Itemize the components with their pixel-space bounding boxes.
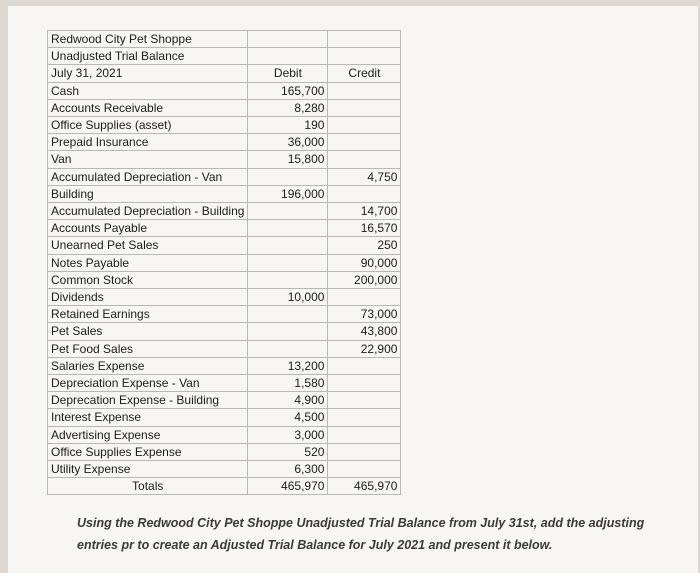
debit-cell: 36,000 bbox=[248, 134, 328, 151]
subtitle-row bbox=[48, 48, 401, 65]
debit-cell bbox=[248, 254, 328, 271]
debit-cell: 8,280 bbox=[248, 99, 328, 116]
debit-cell: 196,000 bbox=[248, 185, 328, 202]
account-name: Accounts Payable bbox=[48, 220, 248, 237]
table-row bbox=[48, 426, 401, 443]
header-row bbox=[48, 65, 401, 82]
table-row bbox=[48, 357, 401, 374]
debit-cell: 3,000 bbox=[248, 426, 328, 443]
account-name: Interest Expense bbox=[48, 409, 248, 426]
credit-cell bbox=[328, 82, 401, 99]
credit-cell bbox=[328, 357, 401, 374]
account-name: Depreciation Expense - Van bbox=[48, 375, 248, 392]
account-name: Retained Earnings bbox=[48, 306, 248, 323]
debit-cell bbox=[248, 340, 328, 357]
table-row bbox=[48, 375, 401, 392]
credit-cell: 250 bbox=[328, 237, 401, 254]
account-name: Utility Expense bbox=[48, 461, 248, 478]
credit-cell: 90,000 bbox=[328, 254, 401, 271]
table-row bbox=[48, 461, 401, 478]
credit-cell: 73,000 bbox=[328, 306, 401, 323]
title-row bbox=[48, 31, 401, 48]
credit-cell bbox=[328, 426, 401, 443]
credit-header: Credit bbox=[328, 65, 401, 82]
report-title: Unadjusted Trial Balance bbox=[48, 48, 248, 65]
debit-cell: 4,500 bbox=[248, 409, 328, 426]
table-row bbox=[48, 134, 401, 151]
debit-cell bbox=[248, 237, 328, 254]
credit-cell: 16,570 bbox=[328, 220, 401, 237]
credit-cell bbox=[328, 461, 401, 478]
account-name: Accumulated Depreciation - Building bbox=[48, 203, 248, 220]
totals-credit: 465,970 bbox=[328, 478, 401, 495]
table-row bbox=[48, 203, 401, 220]
debit-cell bbox=[248, 168, 328, 185]
account-name: Office Supplies (asset) bbox=[48, 117, 248, 134]
table-row bbox=[48, 82, 401, 99]
credit-cell bbox=[328, 392, 401, 409]
debit-cell: 190 bbox=[248, 117, 328, 134]
totals-debit: 465,970 bbox=[248, 478, 328, 495]
debit-cell: 10,000 bbox=[248, 289, 328, 306]
account-name: Prepaid Insurance bbox=[48, 134, 248, 151]
account-name: Deprecation Expense - Building bbox=[48, 392, 248, 409]
table-row bbox=[48, 289, 401, 306]
debit-cell bbox=[248, 271, 328, 288]
credit-cell bbox=[328, 99, 401, 116]
trial-balance-table bbox=[47, 30, 401, 495]
credit-cell: 43,800 bbox=[328, 323, 401, 340]
credit-cell: 200,000 bbox=[328, 271, 401, 288]
debit-cell: 165,700 bbox=[248, 82, 328, 99]
table-row bbox=[48, 392, 401, 409]
debit-cell: 15,800 bbox=[248, 151, 328, 168]
table-row bbox=[48, 443, 401, 460]
account-name: Building bbox=[48, 185, 248, 202]
debit-cell: 520 bbox=[248, 443, 328, 460]
table-row bbox=[48, 254, 401, 271]
account-name: Unearned Pet Sales bbox=[48, 237, 248, 254]
credit-cell bbox=[328, 185, 401, 202]
totals-row bbox=[48, 478, 401, 495]
debit-cell: 6,300 bbox=[248, 461, 328, 478]
table-row bbox=[48, 99, 401, 116]
account-name: Pet Sales bbox=[48, 323, 248, 340]
table-row bbox=[48, 117, 401, 134]
report-date: July 31, 2021 bbox=[48, 65, 248, 82]
account-name: Notes Payable bbox=[48, 254, 248, 271]
credit-cell bbox=[328, 375, 401, 392]
debit-cell bbox=[248, 220, 328, 237]
credit-cell bbox=[328, 151, 401, 168]
table-row bbox=[48, 306, 401, 323]
credit-cell bbox=[328, 289, 401, 306]
credit-cell: 22,900 bbox=[328, 340, 401, 357]
company-name: Redwood City Pet Shoppe bbox=[48, 31, 248, 48]
debit-header: Debit bbox=[248, 65, 328, 82]
table-row bbox=[48, 409, 401, 426]
credit-cell: 4,750 bbox=[328, 168, 401, 185]
table-row bbox=[48, 151, 401, 168]
table-row bbox=[48, 323, 401, 340]
account-name: Advertising Expense bbox=[48, 426, 248, 443]
account-name: Dividends bbox=[48, 289, 248, 306]
debit-cell bbox=[248, 203, 328, 220]
account-name: Common Stock bbox=[48, 271, 248, 288]
credit-cell bbox=[328, 409, 401, 426]
account-name: Salaries Expense bbox=[48, 357, 248, 374]
table-row bbox=[48, 220, 401, 237]
account-name: Cash bbox=[48, 82, 248, 99]
debit-cell: 1,580 bbox=[248, 375, 328, 392]
credit-cell bbox=[328, 134, 401, 151]
table-row bbox=[48, 237, 401, 254]
table-row bbox=[48, 271, 401, 288]
account-name: Accounts Receivable bbox=[48, 99, 248, 116]
credit-cell bbox=[328, 117, 401, 134]
debit-cell bbox=[248, 306, 328, 323]
debit-cell bbox=[248, 323, 328, 340]
table-row bbox=[48, 340, 401, 357]
debit-cell: 4,900 bbox=[248, 392, 328, 409]
table-row bbox=[48, 185, 401, 202]
credit-cell: 14,700 bbox=[328, 203, 401, 220]
instructions-text: Using the Redwood City Pet Shoppe Unadjusted Trial Balance from July 31st, add the adjusting entries pr to create an Adjusted Trial Balance for July 2021 and present it below. bbox=[77, 516, 645, 552]
totals-label: Totals bbox=[48, 478, 248, 495]
account-name: Van bbox=[48, 151, 248, 168]
account-name: Accumulated Depreciation - Van bbox=[48, 168, 248, 185]
credit-cell bbox=[328, 443, 401, 460]
table-row bbox=[48, 168, 401, 185]
account-name: Office Supplies Expense bbox=[48, 443, 248, 460]
account-name: Pet Food Sales bbox=[48, 340, 248, 357]
debit-cell: 13,200 bbox=[248, 357, 328, 374]
